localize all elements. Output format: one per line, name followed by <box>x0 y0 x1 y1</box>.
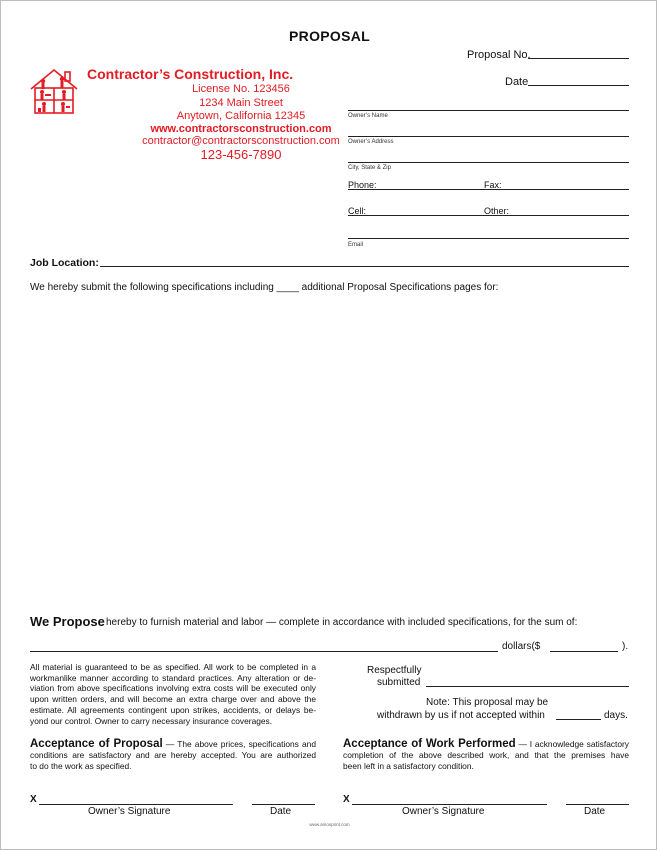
acceptance-work-line: — I acknowledge satisfactory <box>518 739 629 749</box>
owner-name-field[interactable] <box>348 110 629 111</box>
company-website[interactable]: www.contractorsconstruction.com <box>150 123 332 135</box>
owner-address-label: Owner’s Address <box>348 139 394 145</box>
date-label: Date <box>505 76 529 88</box>
acceptance-proposal-line: conditions are satisfactory and are hereby accepted. You are authorized <box>30 750 316 760</box>
respectfully-label: Respectfully <box>367 665 422 676</box>
email-label: Email <box>348 242 364 248</box>
company-phone: 123-456-7890 <box>200 147 282 162</box>
acceptance-proposal-line: — The above prices, specifications and <box>165 739 316 749</box>
submitted-label: submitted <box>377 677 421 688</box>
owner-address-field[interactable] <box>348 136 629 137</box>
acceptance-proposal <box>30 739 316 772</box>
terms-line: workmanlike manner according to standard practices. Any alteration or de- <box>30 672 316 683</box>
signature-date-label: Date <box>270 806 292 817</box>
work-signature-date-label: Date <box>584 806 606 817</box>
proposal-no-field[interactable] <box>528 58 629 59</box>
owner-signature-label: Owner’s Signature <box>88 806 171 817</box>
dollars-amount-field[interactable] <box>550 651 618 652</box>
work-owner-signature-field[interactable] <box>352 804 547 805</box>
acceptance-proposal-heading: Acceptance of Proposal <box>30 738 163 750</box>
company-email[interactable]: contractor@contractorsconstruction.com <box>142 135 340 147</box>
submitted-by-field[interactable] <box>426 686 629 687</box>
cell-label: Cell: <box>348 206 367 216</box>
signature-x-mark: X <box>30 794 37 805</box>
company-city: Anytown, California 12345 <box>176 110 306 122</box>
we-propose-text: hereby to furnish material and labor — complete in accordance with included specifications, for the sum of: <box>106 617 578 628</box>
acceptance-work <box>343 739 629 772</box>
days-field[interactable] <box>556 719 601 720</box>
other-label: Other: <box>484 206 510 216</box>
job-location-field[interactable] <box>100 266 629 267</box>
footer-text: www.amosprint.com <box>309 822 350 827</box>
acceptance-proposal-line: to do the work as specified. <box>30 761 132 771</box>
form-title: PROPOSAL <box>289 28 370 44</box>
date-field[interactable] <box>528 85 629 86</box>
dollars-label: dollars($ <box>502 641 541 652</box>
owner-city-label: City, State & Zip <box>348 165 391 171</box>
signature-date-field[interactable] <box>252 804 315 805</box>
company-name: Contractor’s Construction, Inc. <box>87 66 294 82</box>
dollars-close: ). <box>622 641 629 652</box>
email-field[interactable] <box>348 238 629 239</box>
fax-label: Fax: <box>484 180 502 190</box>
specifications-area[interactable] <box>30 299 630 599</box>
submit-text: We hereby submit the following specifications including ____ additional Proposal Specifications pages for: <box>30 282 499 293</box>
terms-line: upon written orders, and will become an extra charge over and above the <box>30 694 316 705</box>
note-line-1: Note: This proposal may be <box>426 697 549 708</box>
work-owner-signature-label: Owner’s Signature <box>402 806 485 817</box>
terms-paragraph <box>30 662 316 726</box>
proposal-no-label: Proposal No. <box>467 49 531 61</box>
terms-line: yond our control. Owner to carry necessary insurance coverages. <box>30 715 273 726</box>
acceptance-work-heading: Acceptance of Work Performed <box>343 738 516 750</box>
owner-signature-field[interactable] <box>39 804 233 805</box>
phone-label: Phone: <box>348 180 377 190</box>
cell-other-field[interactable] <box>348 215 629 216</box>
terms-line: estimate. All agreements contingent upon strikes, accidents, or delays be- <box>30 704 316 715</box>
acceptance-work-line: completion of the above described work, and that the premises have <box>343 750 629 760</box>
signature-x-mark: X <box>343 794 350 805</box>
note-line-2: withdrawn by us if not accepted within <box>377 710 545 721</box>
phone-fax-field[interactable] <box>348 189 629 190</box>
we-propose-heading: We Propose <box>30 614 105 629</box>
job-location-label: Job Location: <box>30 257 99 269</box>
terms-line: All material is guaranteed to be as specified. All work to be completed in a <box>30 662 316 672</box>
acceptance-work-line: been left in a satisfactory condition. <box>343 761 474 771</box>
work-signature-date-field[interactable] <box>566 804 629 805</box>
days-label: days. <box>604 710 628 721</box>
company-license: License No. 123456 <box>192 83 290 95</box>
owner-city-field[interactable] <box>348 162 629 163</box>
company-street: 1234 Main Street <box>199 97 283 109</box>
terms-line: viation from above specifications involving extra costs will be executed only <box>30 683 316 694</box>
owner-name-label: Owner’s Name <box>348 113 388 119</box>
sum-words-field[interactable] <box>30 651 498 652</box>
